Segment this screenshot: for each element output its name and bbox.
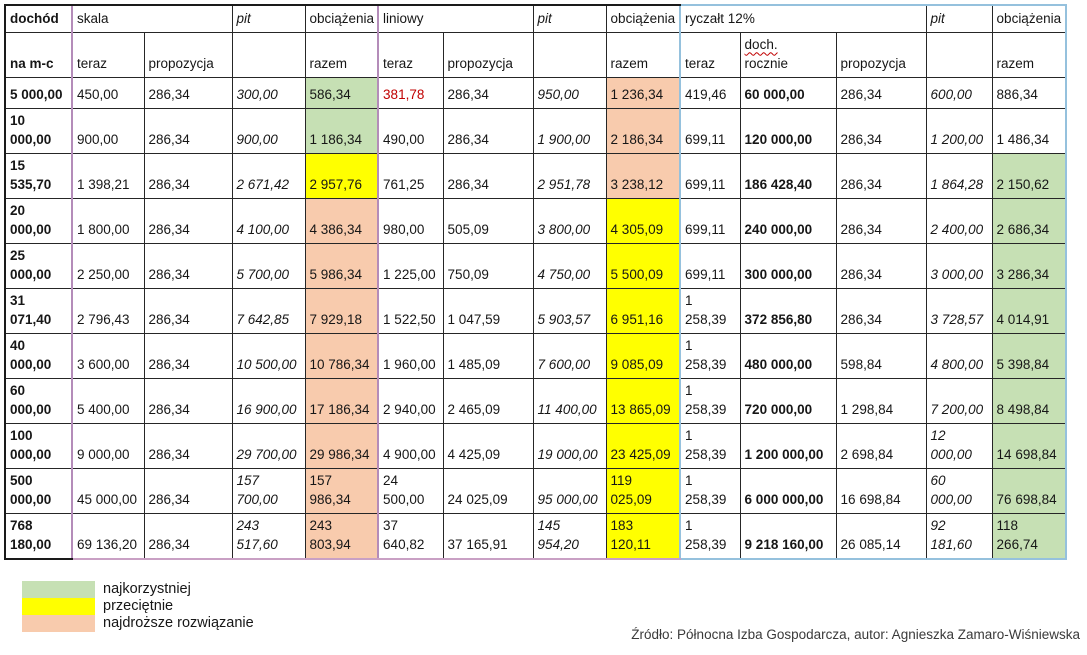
table-cell: 12 000,00 (926, 423, 992, 468)
table-cell: 490,00 (378, 108, 443, 153)
table-cell: 286,34 (144, 243, 232, 288)
table-cell: 286,34 (443, 77, 533, 108)
table-row (5, 288, 1066, 333)
table-cell: 2 465,09 (443, 378, 533, 423)
header-cell: propozycja (836, 32, 926, 77)
table-cell: 9 218 160,00 (740, 513, 836, 559)
table-cell: 11 400,00 (533, 378, 606, 423)
table-cell: 4 100,00 (232, 198, 305, 243)
table-row (5, 333, 1066, 378)
table-cell: 157 700,00 (232, 468, 305, 513)
table-cell: 950,00 (533, 77, 606, 108)
table-cell: 505,09 (443, 198, 533, 243)
table-cell: 286,34 (836, 153, 926, 198)
table-cell: 10 000,00 (5, 108, 72, 153)
table-header (5, 5, 1066, 77)
tax-comparison-table (4, 4, 1067, 560)
table-cell: 1 200 000,00 (740, 423, 836, 468)
table-cell: 76 698,84 (992, 468, 1066, 513)
table-cell: 6 951,16 (606, 288, 680, 333)
table-cell: 4 800,00 (926, 333, 992, 378)
table-cell: 16 900,00 (232, 378, 305, 423)
table-cell: 69 136,20 (72, 513, 144, 559)
table-cell: 286,34 (144, 468, 232, 513)
table-cell: 1 186,34 (305, 108, 378, 153)
table-cell: 4 305,09 (606, 198, 680, 243)
table-row (5, 423, 1066, 468)
legend-label: najkorzystniej (103, 581, 191, 597)
table-cell: 92 181,60 (926, 513, 992, 559)
table-cell: 14 698,84 (992, 423, 1066, 468)
header-cell: obciążenia (606, 5, 680, 32)
table-row (5, 468, 1066, 513)
table-cell: 1 864,28 (926, 153, 992, 198)
table-cell: 243 803,94 (305, 513, 378, 559)
table-row (5, 108, 1066, 153)
table-cell: 7 642,85 (232, 288, 305, 333)
table-cell: 2 150,62 (992, 153, 1066, 198)
table-cell: 186 428,40 (740, 153, 836, 198)
header-label-line1: doch. (744, 36, 778, 52)
table-cell: 586,34 (305, 77, 378, 108)
table-cell: 60 000,00 (740, 77, 836, 108)
table-cell: 1 398,21 (72, 153, 144, 198)
table-cell: 9 000,00 (72, 423, 144, 468)
table-row (5, 153, 1066, 198)
table-cell: 286,34 (144, 153, 232, 198)
table-cell: 4 014,91 (992, 288, 1066, 333)
table-cell: 1 258,39 (680, 288, 740, 333)
table-cell: 2 957,76 (305, 153, 378, 198)
table-cell: 761,25 (378, 153, 443, 198)
header-cell (232, 32, 305, 77)
table-cell: 19 000,00 (533, 423, 606, 468)
table-cell: 286,34 (836, 108, 926, 153)
header-cell (926, 32, 992, 77)
table-cell: 4 425,09 (443, 423, 533, 468)
legend-label: przeciętnie (103, 598, 174, 614)
table-cell: 286,34 (144, 198, 232, 243)
header-cell: teraz (378, 32, 443, 77)
table-cell: 8 498,84 (992, 378, 1066, 423)
table-cell: 5 500,09 (606, 243, 680, 288)
table-cell: 10 786,34 (305, 333, 378, 378)
legend-swatch-salmon (22, 615, 95, 632)
table-cell: 286,34 (836, 198, 926, 243)
table-cell: 25 000,00 (5, 243, 72, 288)
table-cell: 286,34 (144, 108, 232, 153)
table-row (5, 378, 1066, 423)
table-cell: 300 000,00 (740, 243, 836, 288)
table-row (5, 513, 1066, 559)
table-cell: 119 025,09 (606, 468, 680, 513)
table-cell: 37 640,82 (378, 513, 443, 559)
header-cell: pit (533, 5, 606, 32)
header-cell (740, 32, 836, 77)
table-cell: 286,34 (836, 288, 926, 333)
table-cell: 118 266,74 (992, 513, 1066, 559)
header-cell: razem (606, 32, 680, 77)
header-cell: skala (72, 5, 232, 32)
header-cell: propozycja (443, 32, 533, 77)
table-cell: 243 517,60 (232, 513, 305, 559)
table-cell: 4 750,00 (533, 243, 606, 288)
table-cell: 980,00 (378, 198, 443, 243)
source-caption: Źródło: Północna Izba Gospodarcza, autor: Agnieszka Zamaro-Wiśniewska (631, 627, 1080, 642)
table-cell: 5 700,00 (232, 243, 305, 288)
table-cell: 1 960,00 (378, 333, 443, 378)
table-cell: 1 258,39 (680, 333, 740, 378)
header-cell: obciążenia (305, 5, 378, 32)
table-cell: 100 000,00 (5, 423, 72, 468)
legend-label: najdroższe rozwiązanie (103, 615, 254, 631)
table-cell: 300,00 (232, 77, 305, 108)
table-cell: 1 800,00 (72, 198, 144, 243)
table-cell: 900,00 (72, 108, 144, 153)
table-cell: 1 522,50 (378, 288, 443, 333)
table-row (5, 198, 1066, 243)
table-cell: 286,34 (144, 288, 232, 333)
table-cell: 7 200,00 (926, 378, 992, 423)
table-cell: 750,09 (443, 243, 533, 288)
table-cell: 3 728,57 (926, 288, 992, 333)
table-cell: 2 951,78 (533, 153, 606, 198)
table-cell: 286,34 (443, 108, 533, 153)
header-cell: teraz (72, 32, 144, 77)
table-cell: 1 900,00 (533, 108, 606, 153)
table-cell: 600,00 (926, 77, 992, 108)
table-cell: 1 258,39 (680, 423, 740, 468)
table-cell: 157 986,34 (305, 468, 378, 513)
table-cell: 31 071,40 (5, 288, 72, 333)
table-cell: 1 200,00 (926, 108, 992, 153)
table-cell: 900,00 (232, 108, 305, 153)
header-cell: obciążenia (992, 5, 1066, 32)
table-cell: 29 986,34 (305, 423, 378, 468)
table-cell: 24 500,00 (378, 468, 443, 513)
table-cell: 5 400,00 (72, 378, 144, 423)
table-cell: 286,34 (144, 513, 232, 559)
table-cell: 60 000,00 (926, 468, 992, 513)
table-cell: 1 225,00 (378, 243, 443, 288)
table-cell: 3 600,00 (72, 333, 144, 378)
table-row (5, 77, 1066, 108)
table-cell: 598,84 (836, 333, 926, 378)
table-cell: 286,34 (144, 77, 232, 108)
table-cell: 3 000,00 (926, 243, 992, 288)
table-cell: 15 535,70 (5, 153, 72, 198)
legend-item (22, 615, 254, 632)
table-cell: 286,34 (836, 243, 926, 288)
header-cell: pit (232, 5, 305, 32)
table-cell: 1 236,34 (606, 77, 680, 108)
table-cell: 720 000,00 (740, 378, 836, 423)
table-cell: 7 929,18 (305, 288, 378, 333)
table-cell: 450,00 (72, 77, 144, 108)
table-cell: 1 485,09 (443, 333, 533, 378)
table-cell: 419,46 (680, 77, 740, 108)
legend-swatch-yellow (22, 598, 95, 615)
table-cell: 5 986,34 (305, 243, 378, 288)
table-cell: 2 686,34 (992, 198, 1066, 243)
table-cell: 886,34 (992, 77, 1066, 108)
table-cell: 699,11 (680, 153, 740, 198)
table-cell: 95 000,00 (533, 468, 606, 513)
table-cell: 23 425,09 (606, 423, 680, 468)
legend-item (22, 598, 254, 615)
header-cell: propozycja (144, 32, 232, 77)
table-cell: 17 186,34 (305, 378, 378, 423)
legend (22, 581, 254, 632)
table-cell: 16 698,84 (836, 468, 926, 513)
table-cell: 24 025,09 (443, 468, 533, 513)
table-cell: 5 000,00 (5, 77, 72, 108)
header-cell: razem (992, 32, 1066, 77)
table-cell: 37 165,91 (443, 513, 533, 559)
table-cell: 4 386,34 (305, 198, 378, 243)
table-cell: 3 286,34 (992, 243, 1066, 288)
table-cell: 183 120,11 (606, 513, 680, 559)
table-cell: 9 085,09 (606, 333, 680, 378)
table-cell: 13 865,09 (606, 378, 680, 423)
header-cell: ryczałt 12% (680, 5, 926, 32)
table-cell: 286,34 (144, 378, 232, 423)
table-cell: 2 698,84 (836, 423, 926, 468)
table-cell: 3 800,00 (533, 198, 606, 243)
table-cell: 2 796,43 (72, 288, 144, 333)
table-cell: 45 000,00 (72, 468, 144, 513)
legend-swatch-green (22, 581, 95, 598)
table-cell: 699,11 (680, 243, 740, 288)
table-cell: 10 500,00 (232, 333, 305, 378)
header-cell: na m-c (5, 32, 72, 77)
table-cell: 286,34 (836, 77, 926, 108)
table-cell: 145 954,20 (533, 513, 606, 559)
header-cell: liniowy (378, 5, 533, 32)
table-cell: 2 186,34 (606, 108, 680, 153)
legend-item (22, 581, 254, 598)
table-cell: 5 398,84 (992, 333, 1066, 378)
table-cell: 7 600,00 (533, 333, 606, 378)
table-cell: 1 047,59 (443, 288, 533, 333)
table-cell: 240 000,00 (740, 198, 836, 243)
table-row (5, 243, 1066, 288)
table-cell: 381,78 (378, 77, 443, 108)
table-cell: 2 671,42 (232, 153, 305, 198)
table-cell: 1 258,39 (680, 378, 740, 423)
table-cell: 372 856,80 (740, 288, 836, 333)
table-cell: 6 000 000,00 (740, 468, 836, 513)
table-cell: 480 000,00 (740, 333, 836, 378)
table-cell: 286,34 (144, 333, 232, 378)
header-label-line2: rocznie (744, 55, 789, 71)
table-cell: 60 000,00 (5, 378, 72, 423)
table-cell: 286,34 (144, 423, 232, 468)
table-cell: 20 000,00 (5, 198, 72, 243)
table-cell: 286,34 (443, 153, 533, 198)
table-cell: 1 258,39 (680, 468, 740, 513)
header-cell: dochód (5, 5, 72, 32)
table-cell: 2 940,00 (378, 378, 443, 423)
header-cell: pit (926, 5, 992, 32)
table-cell: 2 250,00 (72, 243, 144, 288)
table-cell: 120 000,00 (740, 108, 836, 153)
header-cell: razem (305, 32, 378, 77)
table-cell: 1 258,39 (680, 513, 740, 559)
header-cell (533, 32, 606, 77)
table-cell: 699,11 (680, 108, 740, 153)
table-cell: 4 900,00 (378, 423, 443, 468)
table-body (5, 77, 1066, 559)
table-cell: 699,11 (680, 198, 740, 243)
table-cell: 29 700,00 (232, 423, 305, 468)
table-cell: 40 000,00 (5, 333, 72, 378)
table-cell: 1 486,34 (992, 108, 1066, 153)
table-cell: 3 238,12 (606, 153, 680, 198)
table-cell: 768 180,00 (5, 513, 72, 559)
header-cell: teraz (680, 32, 740, 77)
table-cell: 5 903,57 (533, 288, 606, 333)
table-cell: 1 298,84 (836, 378, 926, 423)
table-cell: 2 400,00 (926, 198, 992, 243)
table-cell: 500 000,00 (5, 468, 72, 513)
table-cell: 26 085,14 (836, 513, 926, 559)
